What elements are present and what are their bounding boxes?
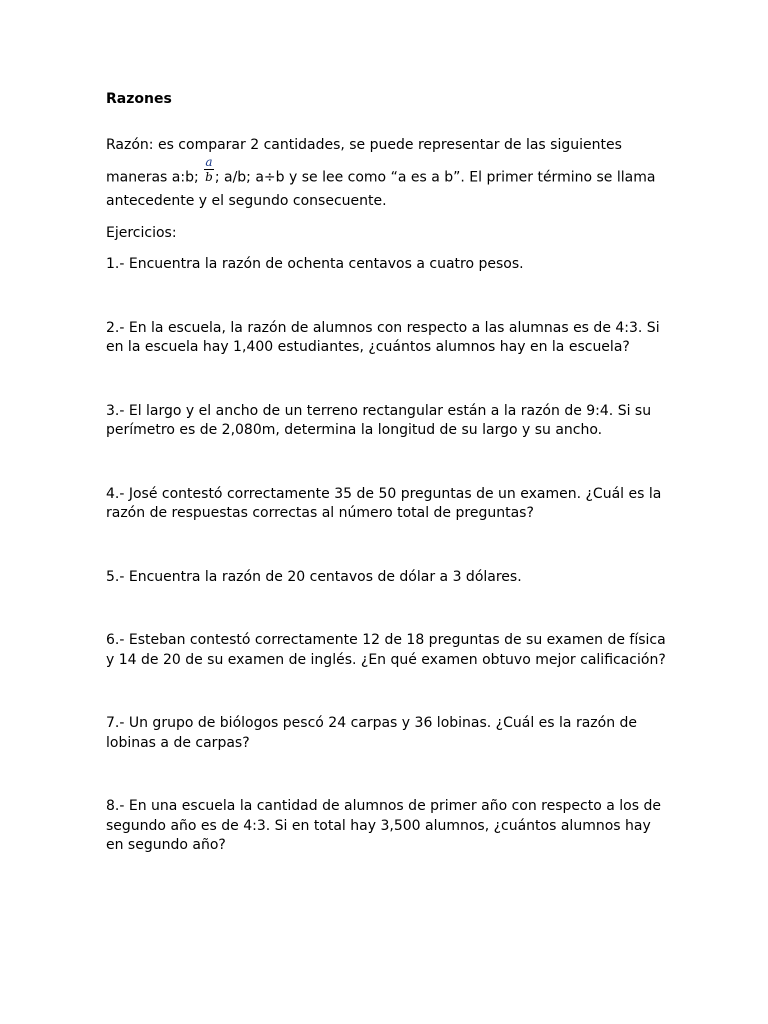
exercise-item bbox=[106, 631, 666, 670]
definition-line-1: Razón: es comparar 2 cantidades, se puede representar de las siguientes bbox=[106, 136, 622, 153]
exercise-line: perímetro es de 2,080m, determina la longitud de su largo y su ancho. bbox=[106, 422, 603, 438]
exercise-line: 4.- José contestó correctamente 35 de 50 preguntas de un examen. ¿Cuál es la bbox=[106, 485, 662, 502]
exercise-line: en segundo año? bbox=[106, 837, 226, 853]
exercise-line: 3.- El largo y el ancho de un terreno rectangular están a la razón de 9:4. Si su bbox=[106, 402, 652, 419]
definition-line-2-start: maneras a:b; bbox=[106, 169, 204, 186]
exercise-spacer bbox=[106, 524, 666, 568]
document-page bbox=[106, 90, 666, 856]
exercise-spacer bbox=[106, 441, 666, 485]
exercise-line: 2.- En la escuela, la razón de alumnos con respecto a las alumnas es de 4:3. Si bbox=[106, 319, 660, 336]
exercise-item bbox=[106, 797, 666, 856]
exercise-item bbox=[106, 319, 666, 358]
exercise-spacer bbox=[106, 670, 666, 714]
exercise-spacer bbox=[106, 753, 666, 797]
definition-line-3: antecedente y el segundo consecuente. bbox=[106, 193, 387, 209]
document-title: Razones bbox=[106, 91, 172, 107]
exercise-line: 6.- Esteban contestó correctamente 12 de 18 preguntas de su examen de física bbox=[106, 632, 666, 648]
exercise-list bbox=[106, 255, 666, 856]
ratio-definition bbox=[106, 136, 666, 212]
exercise-line: segundo año es de 4:3. Si en total hay 3,500 alumnos, ¿cuántos alumnos hay bbox=[106, 817, 651, 834]
exercise-line: lobinas a de carpas? bbox=[106, 734, 250, 751]
exercise-line: y 14 de 20 de su examen de inglés. ¿En qué examen obtuvo mejor calificación? bbox=[106, 651, 666, 668]
exercise-line: 7.- Un grupo de biólogos pescó 24 carpas y 36 lobinas. ¿Cuál es la razón de bbox=[106, 715, 638, 731]
exercise-line: en la escuela hay 1,400 estudiantes, ¿cuántos alumnos hay en la escuela? bbox=[106, 339, 630, 355]
definition-line-2-end: ; a/b; a÷b y se lee como “a es a b”. El primer término se llama bbox=[214, 169, 656, 186]
fraction-numerator: a bbox=[205, 155, 213, 169]
exercise-spacer bbox=[106, 358, 666, 402]
exercise-line: 1.- Encuentra la razón de ochenta centavos a cuatro pesos. bbox=[106, 256, 524, 272]
exercise-spacer bbox=[106, 275, 666, 319]
exercise-line: 8.- En una escuela la cantidad de alumnos de primer año con respecto a los de bbox=[106, 798, 661, 814]
definition-line-2 bbox=[106, 155, 666, 192]
exercise-spacer bbox=[106, 587, 666, 631]
exercise-item bbox=[106, 714, 666, 753]
fraction-denominator: b bbox=[205, 170, 213, 184]
fraction-a-over-b bbox=[204, 155, 214, 184]
exercise-item bbox=[106, 402, 666, 441]
exercise-line: razón de respuestas correctas al número total de preguntas? bbox=[106, 505, 534, 521]
exercise-line: 5.- Encuentra la razón de 20 centavos de dólar a 3 dólares. bbox=[106, 568, 522, 585]
exercise-item bbox=[106, 485, 666, 524]
exercise-item bbox=[106, 255, 666, 275]
exercise-item bbox=[106, 568, 666, 588]
exercises-heading: Ejercicios: bbox=[106, 224, 177, 241]
